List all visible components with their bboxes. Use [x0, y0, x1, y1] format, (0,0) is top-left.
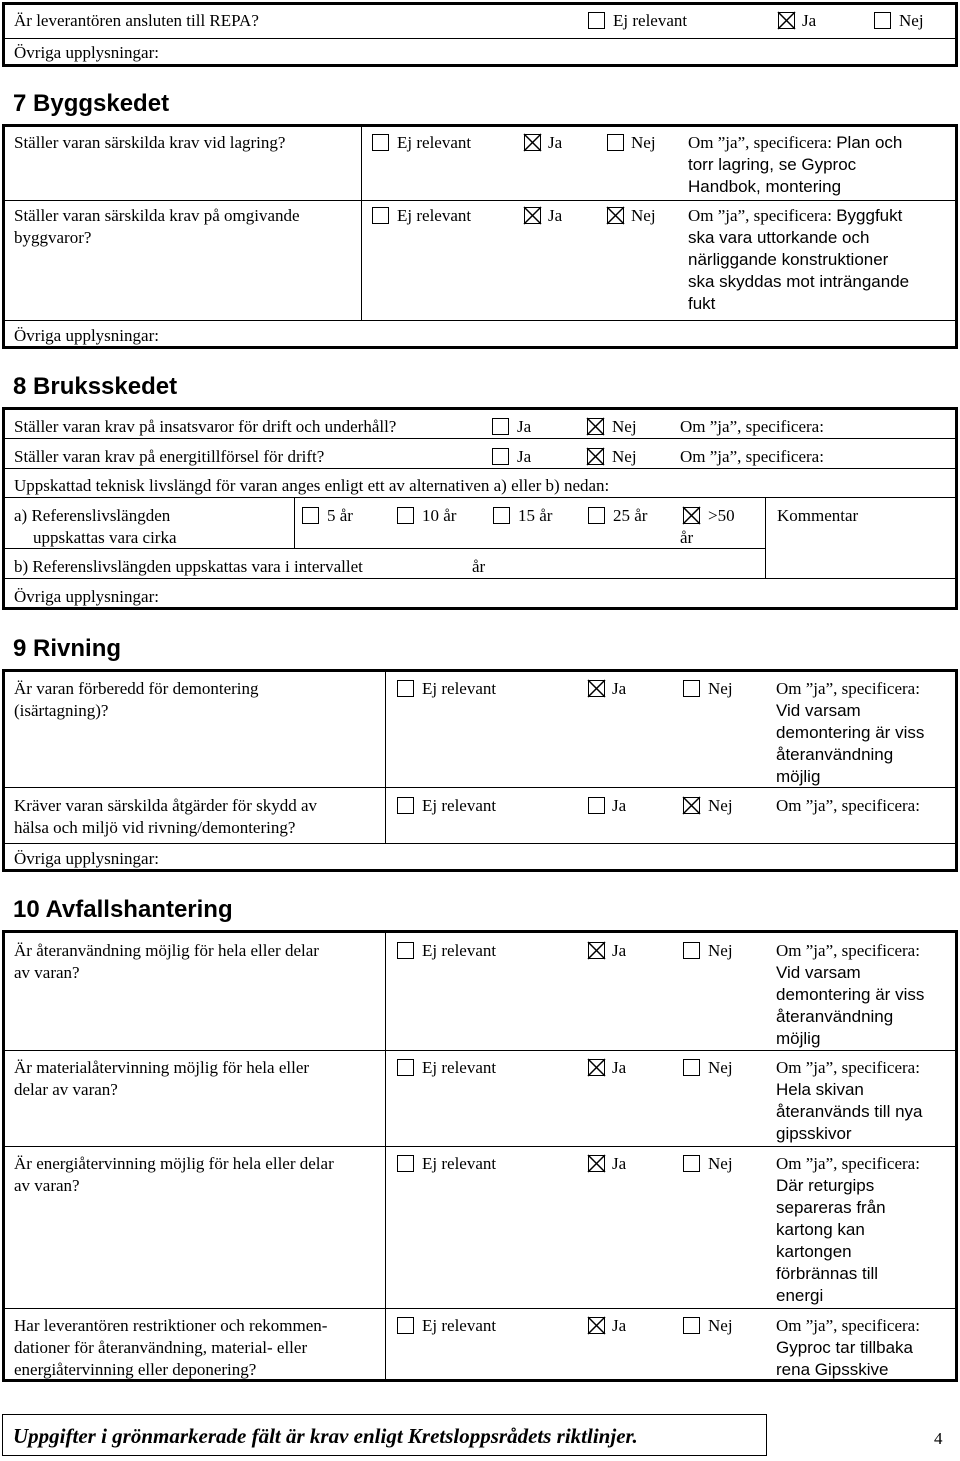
s10-q4-spec-line: Gyproc tar tillbaka: [776, 1338, 913, 1357]
s9-q1-spec-line: Vid varsam: [776, 701, 861, 720]
s7-q1-spec-line: Plan och: [836, 133, 903, 152]
s10-q2-ej-relevant-checkbox[interactable]: [397, 1059, 414, 1076]
s9-q1-ej-relevant-checkbox[interactable]: [397, 680, 414, 697]
s9-q1-ja-label: Ja: [612, 679, 627, 698]
repa-nej-checkbox[interactable]: [874, 12, 891, 29]
s9-q2-spec-label: Om ”ja”, specificera:: [776, 796, 920, 815]
s8-a-over-50-years-label: >50: [708, 506, 735, 525]
s10-q2-spec: [776, 1057, 922, 1145]
s9-q2-question-line-2: hälsa och miljö vid rivning/demontering?: [14, 818, 296, 837]
s10-q4-ja-label: Ja: [612, 1316, 627, 1335]
s9-q1-question-line-2: (isärtagning)?: [14, 701, 109, 720]
s7-q2-ja-checkbox[interactable]: [524, 207, 541, 224]
s10-q1-spec-line: möjlig: [776, 1029, 821, 1048]
s8-q2-nej-checkbox[interactable]: [587, 448, 604, 465]
s8-a-10-years-checkbox[interactable]: [397, 507, 414, 524]
s9-q2-ja-checkbox[interactable]: [588, 797, 605, 814]
check-x-icon: [588, 942, 605, 959]
s7-q2-ej-relevant-checkbox[interactable]: [372, 207, 389, 224]
s10-q1-question-line-1: Är återanvändning möjlig för hela eller delar: [14, 941, 319, 960]
s10-q2-question-line-2: delar av varan?: [14, 1080, 118, 1099]
s7-q1-spec-line: torr lagring, se Gyproc: [688, 155, 857, 174]
s7-q2-spec-line: fukt: [688, 294, 716, 313]
s7-q2-spec-line: ska skyddas mot inträngande: [688, 272, 910, 291]
s10-q2-ej-relevant-label: Ej relevant: [422, 1058, 497, 1077]
s9-q1-spec-line: möjlig: [776, 767, 821, 786]
section-10-title: 10 Avfallshantering: [13, 896, 233, 923]
s10-q1-spec-line: Vid varsam: [776, 963, 861, 982]
s10-q4-question-line-3: energiåtervinning eller deponering?: [14, 1360, 257, 1379]
s7-q2-ej-relevant-label: Ej relevant: [397, 206, 472, 225]
s10-q4-spec-label: Om ”ja”, specificera:: [776, 1316, 920, 1335]
page-number: 4: [934, 1429, 943, 1448]
s8-comment-label[interactable]: Kommentar: [777, 506, 859, 525]
s10-q3-spec-label: Om ”ja”, specificera:: [776, 1154, 920, 1173]
s10-q1-ja-label: Ja: [612, 941, 627, 960]
s10-q4-nej-label: Nej: [708, 1316, 733, 1335]
s10-q1-spec-line: demontering är viss: [776, 985, 925, 1004]
s10-q1-ej-relevant-label: Ej relevant: [422, 941, 497, 960]
s9-q1-nej-checkbox[interactable]: [683, 680, 700, 697]
repa-question: Är leverantören ansluten till REPA?: [14, 11, 259, 30]
s10-q1-ej-relevant-checkbox[interactable]: [397, 942, 414, 959]
s9-q1-ja-checkbox[interactable]: [588, 680, 605, 697]
s7-q2-ja-label: Ja: [548, 206, 563, 225]
s10-q4-spec: [776, 1315, 920, 1381]
s9-q2-nej-label: Nej: [708, 796, 733, 815]
s9-q2-ej-relevant-label: Ej relevant: [422, 796, 497, 815]
repa-ej-relevant-label: Ej relevant: [613, 11, 688, 30]
check-x-icon: [588, 1059, 605, 1076]
s10-q3-spec-line: kartongen: [776, 1242, 852, 1261]
s7-q1-spec-label: Om ”ja”, specificera:: [688, 133, 832, 152]
s8-q1-nej-label: Nej: [612, 417, 637, 436]
s10-q1-question-line-2: av varan?: [14, 963, 80, 982]
s7-q1-nej-label: Nej: [631, 133, 656, 152]
s10-q4-ja-checkbox[interactable]: [588, 1317, 605, 1334]
s8-a-over-50-years-checkbox[interactable]: [683, 507, 700, 524]
s9-q1-spec-line: demontering är viss: [776, 723, 925, 742]
s10-q4-question-line-2: dationer för återanvändning, material- eller: [14, 1338, 308, 1357]
check-x-icon: [524, 134, 541, 151]
s10-q3-spec-line: förbrännas till: [776, 1264, 879, 1283]
s10-q2-ja-label: Ja: [612, 1058, 627, 1077]
s10-q4-nej-checkbox[interactable]: [683, 1317, 700, 1334]
s10-q3-spec: [776, 1153, 920, 1307]
repa-ja-checkbox[interactable]: [778, 12, 795, 29]
s7-q1-ja-label: Ja: [548, 133, 563, 152]
s10-q2-question-line-1: Är materialåtervinning möjlig för hela eller: [14, 1058, 310, 1077]
check-x-icon: [588, 680, 605, 697]
s8-a-line-2: uppskattas vara cirka: [33, 528, 177, 547]
s7-q2-question-line-2: byggvaror?: [14, 228, 92, 247]
s10-q3-nej-label: Nej: [708, 1154, 733, 1173]
s8-a-line-1: a) Referenslivslängden: [14, 506, 171, 525]
s9-q1-spec-label: Om ”ja”, specificera:: [776, 679, 920, 698]
s10-q2-spec-line: Hela skivan: [776, 1080, 864, 1099]
s10-q3-question-line-2: av varan?: [14, 1176, 80, 1195]
s8-b-unit: år: [472, 557, 486, 576]
check-x-icon: [587, 418, 604, 435]
s8-q1-question: Ställer varan krav på insatsvaror för drift och underhåll?: [14, 417, 397, 436]
s9-q2-ja-label: Ja: [612, 796, 627, 815]
s8-q1-ja-label: Ja: [517, 417, 532, 436]
s7-other-info[interactable]: Övriga upplysningar:: [14, 326, 159, 345]
s10-q3-spec-line: energi: [776, 1286, 824, 1305]
s10-q4-ej-relevant-checkbox[interactable]: [397, 1317, 414, 1334]
s10-q3-spec-line: separeras från: [776, 1198, 886, 1217]
s9-q1-nej-label: Nej: [708, 679, 733, 698]
check-x-icon: [778, 12, 795, 29]
footer-text: Uppgifter i grönmarkerade fält är krav enligt Kretsloppsrådets riktlinjer.: [13, 1424, 638, 1448]
s10-q4-question-line-1: Har leverantören restriktioner och rekommen-: [14, 1316, 328, 1335]
s10-q3-ej-relevant-label: Ej relevant: [422, 1154, 497, 1173]
s10-q4-ej-relevant-label: Ej relevant: [422, 1316, 497, 1335]
s10-q1-spec: [776, 940, 924, 1050]
s8-q1-nej-checkbox[interactable]: [587, 418, 604, 435]
s8-a-over-50-years-unit: år: [680, 528, 694, 547]
s7-q1-ja-checkbox[interactable]: [524, 134, 541, 151]
s9-q2-nej-checkbox[interactable]: [683, 797, 700, 814]
s9-other-info[interactable]: Övriga upplysningar:: [14, 849, 159, 868]
s10-q3-ja-label: Ja: [612, 1154, 627, 1173]
check-x-icon: [607, 207, 624, 224]
s8-b-label: b) Referenslivslängden uppskattas vara i intervallet: [14, 557, 363, 576]
s10-q2-nej-label: Nej: [708, 1058, 733, 1077]
check-x-icon: [683, 797, 700, 814]
section-7-title: 7 Byggskedet: [13, 90, 170, 117]
s8-other-info[interactable]: Övriga upplysningar:: [14, 587, 159, 606]
repa-ja-label: Ja: [802, 11, 817, 30]
s7-q2-spec: [688, 205, 909, 315]
s7-q1-spec: [688, 132, 902, 198]
s10-q3-spec-line: kartong kan: [776, 1220, 865, 1239]
s7-q2-spec-line: närliggande konstruktioner: [688, 250, 889, 269]
s8-a-5-years-label: 5 år: [327, 506, 353, 525]
s8-a-25-years-label: 25 år: [613, 506, 648, 525]
s7-q1-nej-checkbox[interactable]: [607, 134, 624, 151]
s10-q2-spec-label: Om ”ja”, specificera:: [776, 1058, 920, 1077]
s10-q1-nej-label: Nej: [708, 941, 733, 960]
s9-q1-spec-line: återanvändning: [776, 745, 894, 764]
s7-q2-spec-line: ska vara uttorkande och: [688, 228, 870, 247]
section-8-title: 8 Bruksskedet: [13, 373, 178, 400]
repa-other-info[interactable]: Övriga upplysningar:: [14, 43, 159, 62]
s9-q2-question-line-1: Kräver varan särskilda åtgärder för skydd av: [14, 796, 318, 815]
s8-a-5-years-checkbox[interactable]: [302, 507, 319, 524]
check-x-icon: [588, 1155, 605, 1172]
s7-q1-ej-relevant-checkbox[interactable]: [372, 134, 389, 151]
s10-q2-ja-checkbox[interactable]: [588, 1059, 605, 1076]
s9-q1-question-line-1: Är varan förberedd för demontering: [14, 679, 259, 698]
s7-q2-question-line-1: Ställer varan särskilda krav på omgivande: [14, 206, 300, 225]
s10-q2-nej-checkbox[interactable]: [683, 1059, 700, 1076]
section-9-title: 9 Rivning: [13, 635, 122, 662]
s7-q2-spec-line: Byggfukt: [836, 206, 903, 225]
s10-q1-ja-checkbox[interactable]: [588, 942, 605, 959]
s9-q1-spec: [776, 678, 924, 788]
check-x-icon: [587, 448, 604, 465]
s10-q1-spec-label: Om ”ja”, specificera:: [776, 941, 920, 960]
s8-a-15-years-checkbox[interactable]: [493, 507, 510, 524]
s8-q2-ja-label: Ja: [517, 447, 532, 466]
s7-q1-ej-relevant-label: Ej relevant: [397, 133, 472, 152]
s7-q2-nej-label: Nej: [631, 206, 656, 225]
s8-q2-question: Ställer varan krav på energitillförsel för drift?: [14, 447, 325, 466]
s8-q2-ja-checkbox[interactable]: [492, 448, 509, 465]
s7-q1-spec-line: Handbok, montering: [688, 177, 842, 196]
s10-q2-spec-line: gipsskivor: [776, 1124, 852, 1143]
s10-q3-nej-checkbox[interactable]: [683, 1155, 700, 1172]
check-x-icon: [524, 207, 541, 224]
s8-lifespan-intro: Uppskattad teknisk livslängd för varan anges enligt ett av alternativen a) eller b) nedan:: [14, 476, 610, 495]
check-x-icon: [683, 507, 700, 524]
s10-q4-spec-line: rena Gipsskive: [776, 1360, 889, 1379]
s9-q1-ej-relevant-label: Ej relevant: [422, 679, 497, 698]
s8-a-25-years-checkbox[interactable]: [588, 507, 605, 524]
s10-q3-ja-checkbox[interactable]: [588, 1155, 605, 1172]
repa-ej-relevant-checkbox[interactable]: [588, 12, 605, 29]
s8-a-15-years-label: 15 år: [518, 506, 553, 525]
s8-q2-spec-label: Om ”ja”, specificera:: [680, 447, 824, 466]
s8-q1-spec-label: Om ”ja”, specificera:: [680, 417, 824, 436]
s10-q3-question-line-1: Är energiåtervinning möjlig för hela eller delar: [14, 1154, 334, 1173]
s8-q1-ja-checkbox[interactable]: [492, 418, 509, 435]
s10-q3-spec-line: Där returgips: [776, 1176, 875, 1195]
s7-q1-question: Ställer varan särskilda krav vid lagring?: [14, 133, 286, 152]
s9-q2-ej-relevant-checkbox[interactable]: [397, 797, 414, 814]
s10-q1-nej-checkbox[interactable]: [683, 942, 700, 959]
s8-a-10-years-label: 10 år: [422, 506, 457, 525]
check-x-icon: [588, 1317, 605, 1334]
s10-q3-ej-relevant-checkbox[interactable]: [397, 1155, 414, 1172]
s7-q2-nej-checkbox[interactable]: [607, 207, 624, 224]
repa-nej-label: Nej: [899, 11, 924, 30]
s10-q2-spec-line: återanvänds till nya: [776, 1102, 923, 1121]
s10-q1-spec-line: återanvändning: [776, 1007, 894, 1026]
s8-q2-nej-label: Nej: [612, 447, 637, 466]
s7-q2-spec-label: Om ”ja”, specificera:: [688, 206, 832, 225]
